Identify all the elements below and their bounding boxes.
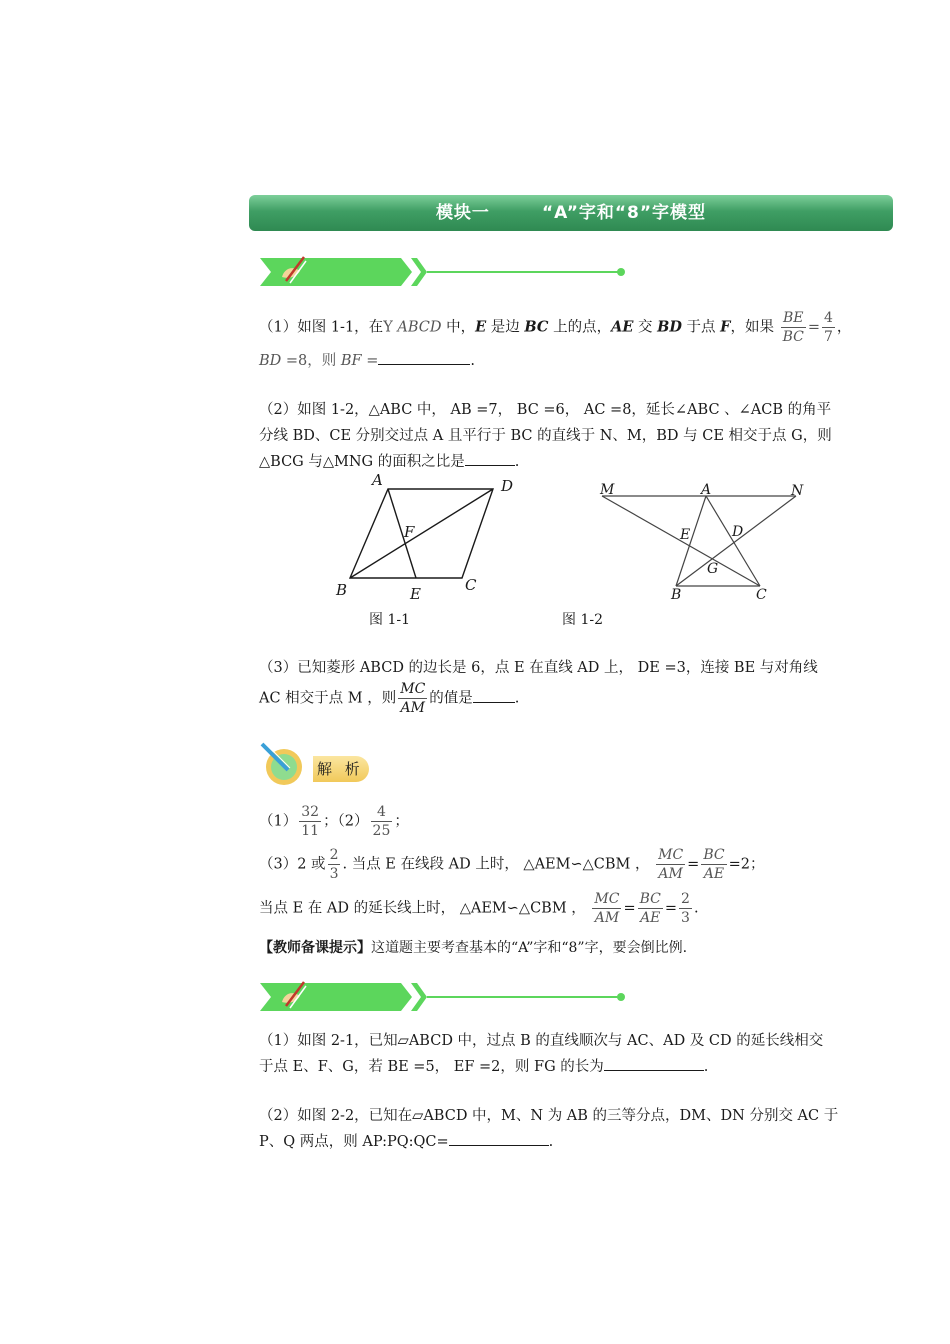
figure-1-2 xyxy=(590,478,820,603)
label-C: C xyxy=(756,587,767,603)
analysis-icon xyxy=(258,740,318,790)
label-B: B xyxy=(671,587,682,603)
label-A: A xyxy=(372,471,383,489)
label-M: M xyxy=(600,482,615,498)
caption-fig-1-2: 图 1-2 xyxy=(562,612,603,628)
answer-line-2: （3）2 或 $\frac{2}{3}$ . 当点 E 在线段 AD 上时， △AEM∽△CBM ， $\frac{MC}{AM}$ = $\frac{BC}{AE}$ =2； xyxy=(259,847,765,882)
label-N: N xyxy=(791,483,804,499)
answer-line-3: 当点 E 在 AD 的延长线上时， △AEM∽△CBM ， $\frac{MC}{AM}$ = $\frac{BC}{AE}$ = $\frac{2}{3}$ . xyxy=(259,891,699,926)
question-1-3: （3）已知菱形 ABCD 的边长是 6，点 E 在直线 AD 上， DE =3，连接 BE 与对角线 xyxy=(259,660,818,676)
banner-part2: “A”字和“8”字模型 xyxy=(541,203,707,223)
teacher-tip: 【教师备课提示】这道题主要考查基本的“A”字和“8”字，要会倒比例. xyxy=(259,940,688,956)
banner-part1: 模块一 xyxy=(435,203,490,223)
question-1-1: （1）如图 1-1，在Y ABCD 中，E 是边 BC 上的点，AE 交 BD 于点 F，如果 $\frac{BE}{BC}$ = $\frac{4}{7}$ ， xyxy=(259,310,852,345)
label-A: A xyxy=(701,482,712,498)
answer-blank[interactable] xyxy=(465,451,515,466)
question-1-2: （2）如图 1-2，△ABC 中， AB =7， BC =6， AC =8，延长∠ABC 、∠ACB 的角平 分线 BD、CE 分别交过点 A 且平行于 BC 的直线于 N、M，BD 与 CE 相交于点 G，则 △BCG 与△MNG 的面积之比是 . xyxy=(259,402,832,470)
answer-blank[interactable] xyxy=(378,350,470,365)
figure-1-1 xyxy=(330,468,530,603)
label-G: G xyxy=(707,561,719,577)
answer-blank[interactable] xyxy=(449,1131,549,1146)
section-tag-2 xyxy=(256,980,628,1014)
section-tag-1 xyxy=(256,255,628,289)
label-E: E xyxy=(410,585,421,603)
label-D: D xyxy=(732,524,744,540)
label-F: F xyxy=(404,523,415,541)
caption-fig-1-1: 图 1-1 xyxy=(369,612,410,628)
analysis-title: 解 析 xyxy=(313,756,369,782)
label-D: D xyxy=(501,477,514,495)
question-1-3-line2: AC 相交于点 M ，则 $\frac{MC}{AM}$ 的值是 . xyxy=(259,681,520,716)
label-C: C xyxy=(465,576,477,594)
answer-blank[interactable] xyxy=(473,688,515,703)
answer-blank[interactable] xyxy=(604,1056,704,1071)
question-1-1-line2: BD =8，则 BF = . xyxy=(259,348,884,374)
answer-line-1: （1） $\frac{32}{11}$ ；（2） $\frac{4}{25}$ ； xyxy=(259,804,409,839)
label-E: E xyxy=(680,527,691,543)
question-2-1: （1）如图 2-1，已知▱ABCD 中，过点 B 的直线顺次与 AC、AD 及 CD 的延长线相交 于点 E、F、G，若 BE =5， EF =2，则 FG 的长为 . xyxy=(259,1033,824,1075)
module-banner xyxy=(249,195,893,231)
question-2-2: （2）如图 2-2，已知在▱ABCD 中，M、N 为 AB 的三等分点，DM、DN 分别交 AC 于 P、Q 两点，则 AP:PQ:QC= . xyxy=(259,1108,839,1150)
label-B: B xyxy=(336,581,348,599)
